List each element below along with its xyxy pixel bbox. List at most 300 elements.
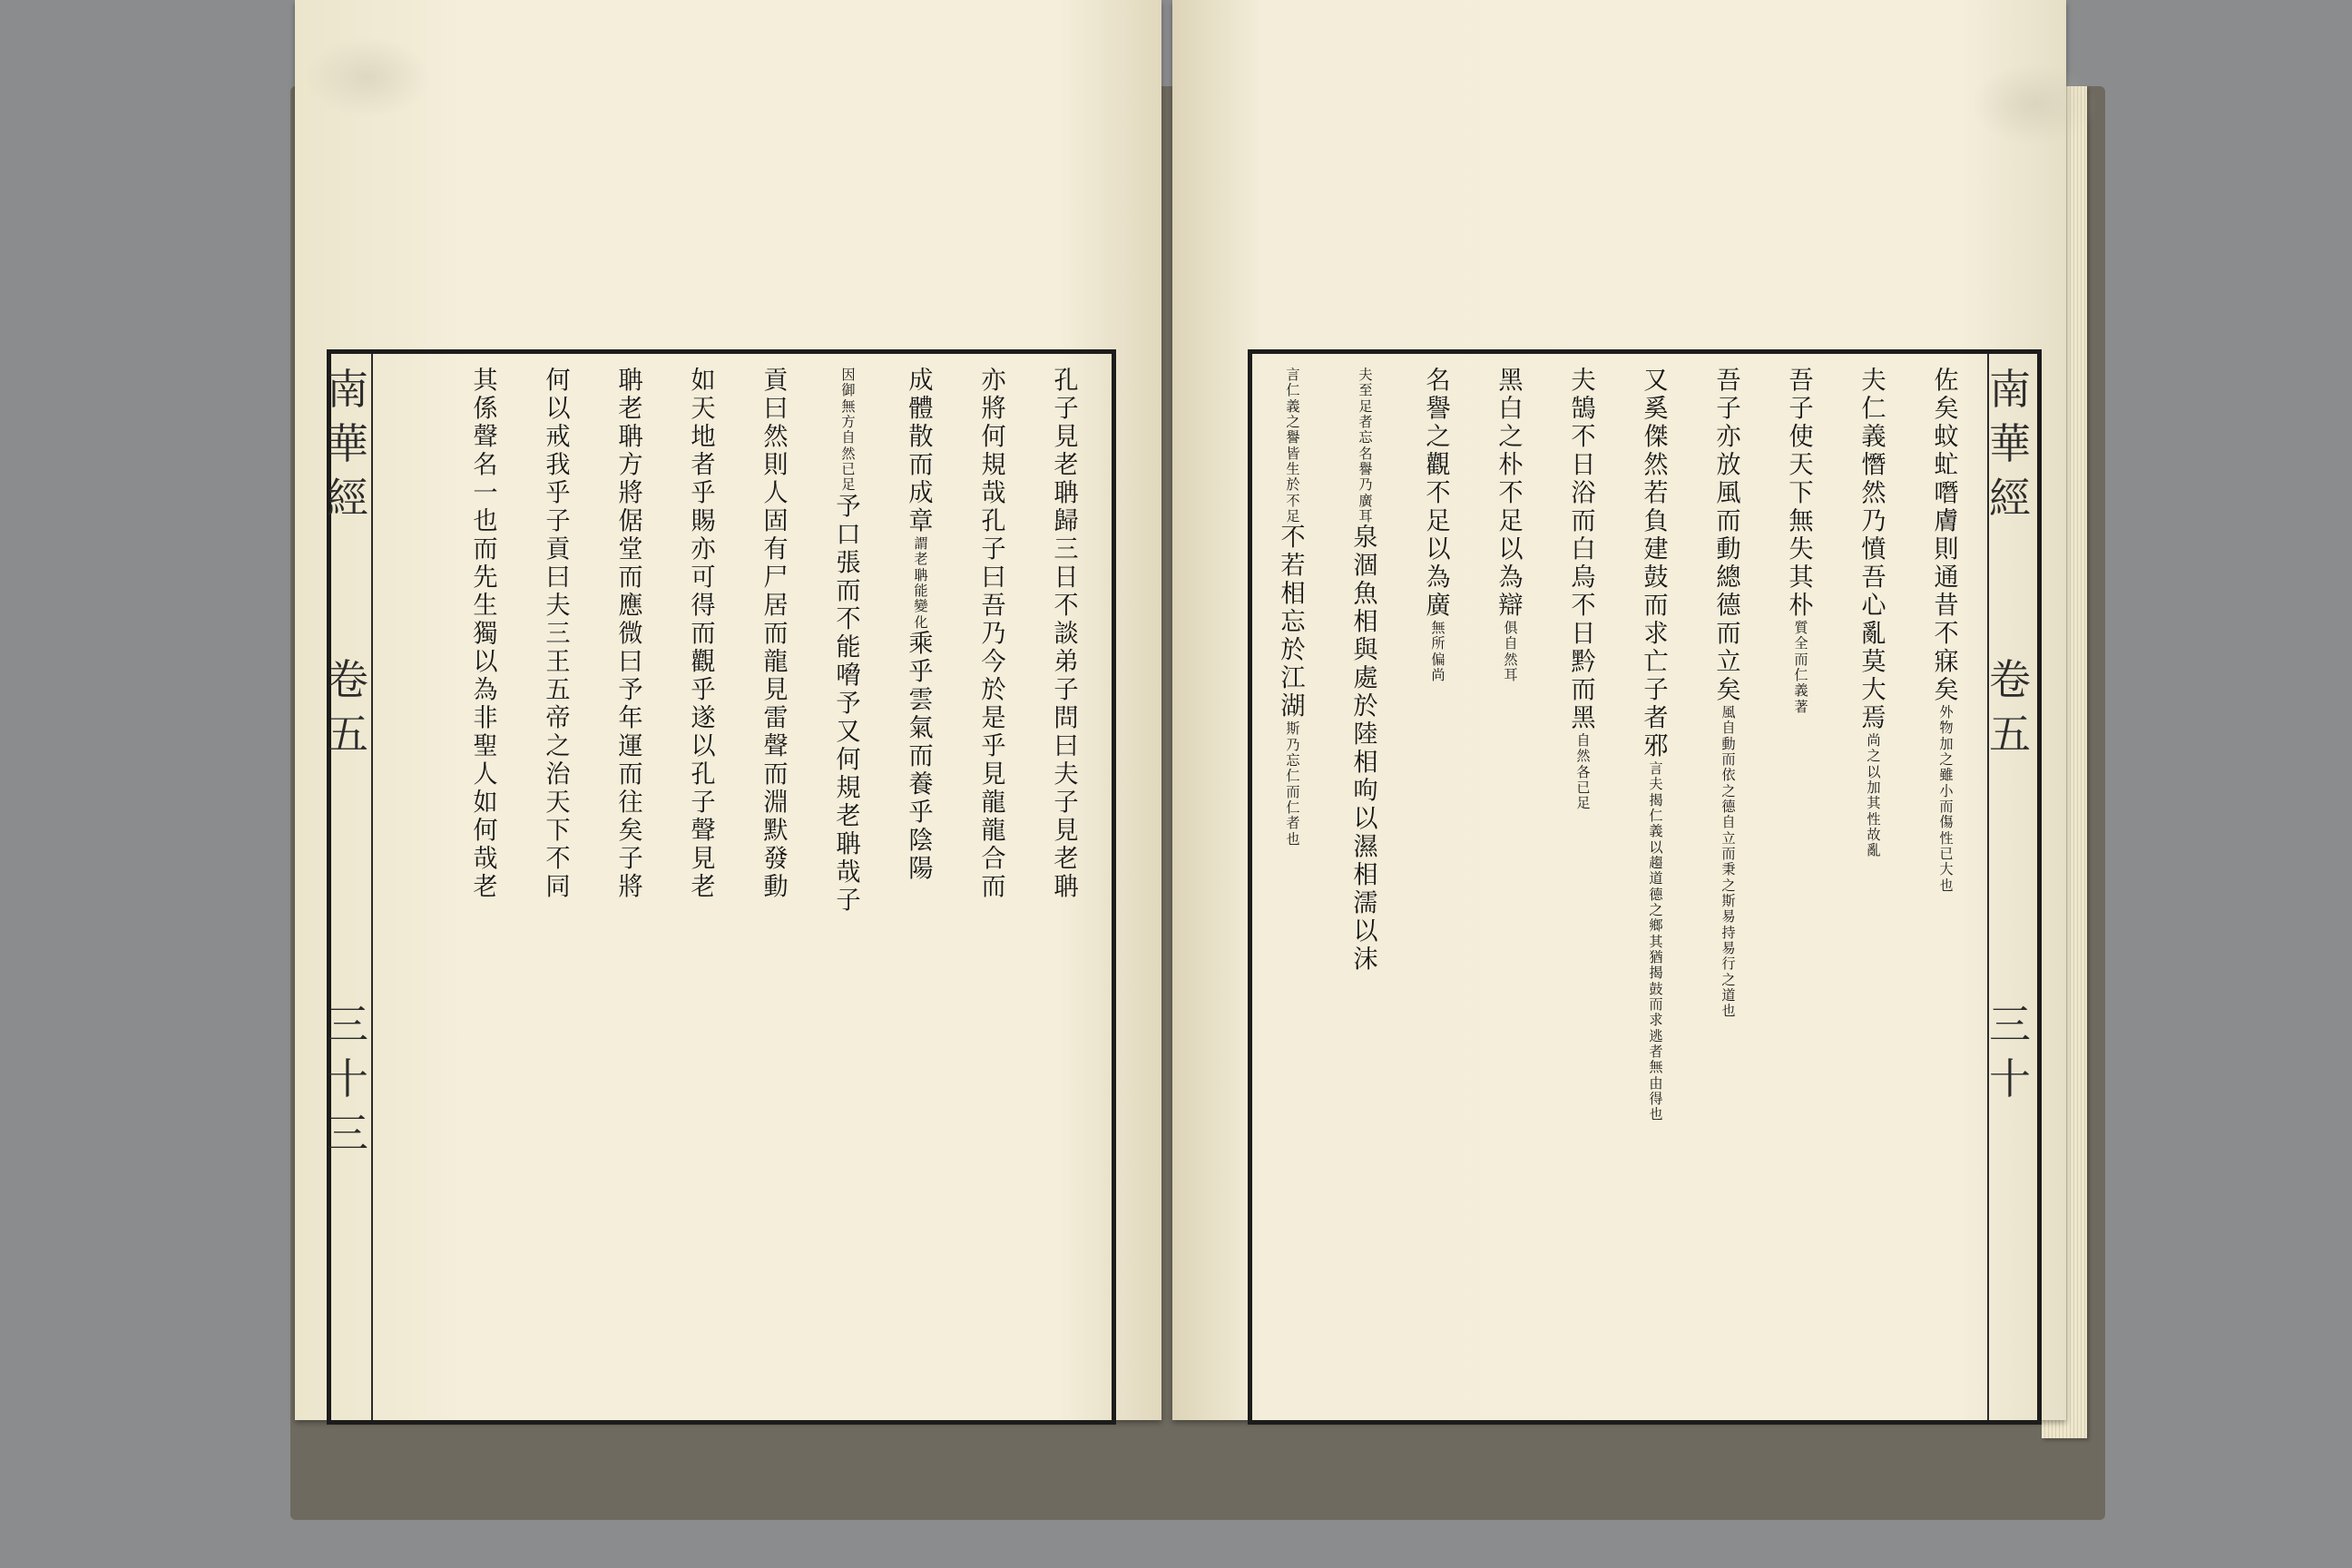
glyph: 應 — [618, 592, 643, 620]
glyph: 心 — [1861, 592, 1886, 620]
glyph: 雷 — [763, 704, 789, 732]
glyph: 之 — [1498, 423, 1524, 451]
glyph: 吾 — [1788, 367, 1814, 395]
glyph: 自 — [1504, 635, 1518, 652]
glyph: 依 — [1721, 767, 1736, 784]
glyph: 老 — [1054, 845, 1079, 873]
annotation — [1721, 706, 1735, 1021]
glyph: 已 — [841, 460, 856, 477]
glyph: 仁 — [1286, 799, 1300, 816]
text-column — [1910, 368, 1983, 1411]
glyph: 矣 — [1716, 676, 1741, 704]
glyph: 子 — [1788, 395, 1814, 423]
stain — [1971, 64, 2098, 145]
glyph: 忘 — [1358, 429, 1373, 446]
glyph: 養 — [908, 769, 934, 799]
glyph: 陽 — [908, 854, 934, 883]
glyph: 於 — [1280, 636, 1306, 665]
glyph: 至 — [1358, 382, 1373, 399]
glyph: 成 — [908, 479, 934, 507]
glyph: 是 — [981, 704, 1006, 732]
glyph: 觀 — [1426, 451, 1451, 479]
glyph: 魚 — [1353, 580, 1378, 609]
glyph: 華 — [327, 419, 368, 468]
glyph: 尚 — [1867, 732, 1881, 749]
glyph: 仁 — [1794, 666, 1808, 683]
glyph: 同 — [545, 873, 571, 901]
glyph: 仁 — [1861, 395, 1886, 423]
glyph: 焉 — [1861, 704, 1886, 732]
glyph: 往 — [618, 789, 643, 817]
glyph: 合 — [981, 845, 1006, 873]
glyph: 聃 — [618, 423, 643, 451]
glyph: 風 — [1716, 479, 1741, 507]
glyph: 建 — [1643, 535, 1669, 564]
glyph: 譽 — [1426, 395, 1451, 423]
glyph: 烏 — [1571, 564, 1596, 592]
glyph: 係 — [473, 395, 498, 423]
glyph: 為 — [1426, 564, 1451, 592]
glyph: 下 — [545, 817, 571, 845]
text-column — [1838, 368, 1910, 1411]
glyph: 乎 — [908, 798, 934, 827]
text-column — [449, 368, 522, 1411]
glyph: 子 — [1054, 676, 1079, 704]
left-text-frame — [327, 349, 1116, 1425]
glyph: 仁 — [1286, 768, 1300, 785]
glyph: 以 — [1426, 535, 1451, 564]
glyph: 譽 — [1358, 460, 1373, 477]
glyph: 求 — [1643, 620, 1669, 648]
glyph: 天 — [1788, 451, 1814, 479]
glyph: 體 — [908, 395, 934, 423]
glyph: 曰 — [618, 648, 643, 676]
glyph: 倨 — [618, 507, 643, 535]
glyph: 予 — [618, 676, 643, 704]
margin-rule — [371, 354, 373, 1420]
glyph: 氣 — [908, 713, 934, 742]
glyph: 發 — [763, 845, 789, 873]
glyph: 龍 — [763, 648, 789, 676]
glyph: 不 — [1426, 479, 1451, 507]
glyph: 處 — [1353, 664, 1378, 693]
right-text-frame — [1248, 349, 2042, 1425]
glyph: 曰 — [1054, 732, 1079, 760]
glyph: 偏 — [1431, 651, 1446, 668]
glyph: 我 — [545, 451, 571, 479]
glyph: 自 — [1576, 732, 1591, 749]
glyph: 名 — [473, 451, 498, 479]
glyph: 帝 — [545, 704, 571, 732]
text-column — [1402, 368, 1475, 1411]
glyph: 地 — [691, 423, 716, 451]
glyph: 何 — [836, 745, 861, 774]
glyph: 而 — [1649, 995, 1663, 1013]
glyph: 之 — [1939, 750, 1954, 768]
glyph: 而 — [618, 564, 643, 592]
glyph: 乘 — [908, 629, 934, 658]
glyph: 而 — [763, 620, 789, 648]
glyph: 治 — [545, 760, 571, 789]
glyph: 仁 — [1649, 807, 1663, 824]
glyph: 以 — [691, 732, 716, 760]
text-column — [885, 368, 957, 1411]
glyph: 加 — [1939, 735, 1954, 752]
glyph: 者 — [1286, 815, 1300, 832]
glyph: 五 — [1989, 710, 2031, 759]
glyph: 乎 — [981, 732, 1006, 760]
glyph: 於 — [981, 676, 1006, 704]
glyph: 者 — [1649, 1043, 1663, 1060]
glyph: 哉 — [836, 858, 861, 887]
glyph: 又 — [836, 717, 861, 746]
glyph: 辯 — [1498, 592, 1524, 620]
glyph: 老 — [836, 801, 861, 830]
glyph: 乃 — [1286, 736, 1300, 753]
glyph: 三 — [327, 1109, 368, 1158]
glyph: 耳 — [1504, 666, 1518, 683]
glyph: 乎 — [908, 657, 934, 686]
glyph: 得 — [691, 592, 716, 620]
glyph: 居 — [763, 592, 789, 620]
glyph: 哉 — [981, 479, 1006, 507]
glyph: 得 — [1649, 1090, 1663, 1107]
glyph: 經 — [1989, 474, 2031, 523]
glyph: 亂 — [1867, 842, 1881, 859]
glyph: 之 — [1286, 413, 1300, 430]
annotation — [1431, 622, 1445, 684]
glyph: 求 — [1649, 1012, 1663, 1029]
glyph: 傷 — [1939, 814, 1954, 831]
glyph: 若 — [1280, 552, 1306, 581]
glyph: 子 — [981, 535, 1006, 564]
glyph: 尸 — [763, 564, 789, 592]
glyph: 噆 — [1934, 479, 1959, 507]
glyph: 而 — [1794, 651, 1808, 668]
annotation — [841, 368, 855, 495]
margin-rule — [1987, 354, 1989, 1420]
glyph: 先 — [473, 564, 498, 592]
glyph: 見 — [981, 760, 1006, 789]
glyph: 亦 — [1716, 423, 1741, 451]
glyph: 而 — [1286, 783, 1300, 800]
glyph: 不 — [1054, 592, 1079, 620]
glyph: 斯 — [1721, 892, 1736, 909]
glyph: 逃 — [1649, 1027, 1663, 1044]
glyph: 外 — [1939, 704, 1954, 720]
glyph: 寐 — [1934, 648, 1959, 676]
glyph: 故 — [1867, 826, 1881, 843]
glyph: 聃 — [1054, 479, 1079, 507]
glyph: 於 — [1353, 692, 1378, 721]
glyph: 固 — [763, 507, 789, 535]
glyph: 天 — [545, 789, 571, 817]
glyph: 龍 — [981, 789, 1006, 817]
glyph: 之 — [1426, 423, 1451, 451]
glyph: 不 — [545, 845, 571, 873]
glyph: 德 — [1649, 886, 1663, 903]
glyph: 濕 — [1353, 833, 1378, 862]
glyph: 不 — [1498, 479, 1524, 507]
glyph: 義 — [1861, 423, 1886, 451]
glyph: 獨 — [473, 620, 498, 648]
glyph: 御 — [841, 382, 856, 399]
glyph: 吾 — [1716, 367, 1741, 395]
glyph: 貢 — [763, 367, 789, 395]
glyph: 揭 — [1649, 965, 1663, 982]
glyph: 微 — [618, 620, 643, 648]
glyph: 經 — [327, 474, 368, 523]
glyph: 矣 — [618, 817, 643, 845]
glyph: 也 — [1939, 877, 1954, 894]
glyph: 如 — [691, 367, 716, 395]
glyph: 人 — [473, 760, 498, 789]
glyph: 吾 — [981, 592, 1006, 620]
glyph: 以 — [473, 648, 498, 676]
glyph: 能 — [914, 582, 928, 599]
glyph: 其 — [1788, 564, 1814, 592]
glyph: 子 — [1054, 789, 1079, 817]
text-column — [1765, 368, 1838, 1411]
glyph: 不 — [1286, 492, 1300, 509]
glyph: 聲 — [691, 817, 716, 845]
glyph: 曰 — [545, 564, 571, 592]
glyph: 孔 — [691, 760, 716, 789]
glyph: 尚 — [1431, 666, 1446, 683]
glyph: 雲 — [908, 685, 934, 714]
glyph: 而 — [1721, 845, 1736, 862]
glyph: 子 — [545, 507, 571, 535]
glyph: 言 — [1649, 760, 1663, 777]
glyph: 沫 — [1353, 946, 1378, 975]
glyph: 年 — [618, 704, 643, 732]
glyph: 其 — [1649, 933, 1663, 950]
glyph: 而 — [981, 873, 1006, 901]
glyph: 而 — [836, 576, 861, 605]
glyph: 而 — [763, 760, 789, 789]
glyph: 如 — [473, 789, 498, 817]
glyph: 譽 — [1286, 429, 1300, 446]
stain — [304, 36, 431, 118]
glyph: 若 — [1643, 479, 1669, 507]
glyph: 卷 — [1989, 655, 2031, 704]
glyph: 之 — [545, 732, 571, 760]
glyph: 老 — [473, 873, 498, 901]
glyph: 雖 — [1939, 767, 1954, 784]
text-column — [1329, 368, 1402, 1411]
glyph: 風 — [1721, 704, 1736, 720]
glyph: 者 — [1358, 413, 1373, 430]
glyph: 也 — [1649, 1106, 1663, 1123]
glyph: 聃 — [836, 829, 861, 858]
glyph: 義 — [1286, 397, 1300, 415]
glyph: 其 — [473, 367, 498, 395]
glyph: 三 — [1989, 1000, 2031, 1049]
glyph: 南 — [1989, 365, 2031, 414]
annotation — [1576, 734, 1590, 813]
glyph: 憤 — [1861, 535, 1886, 564]
glyph: 莫 — [1861, 648, 1886, 676]
glyph: 而 — [1721, 750, 1736, 768]
glyph: 以 — [545, 395, 571, 423]
glyph: 日 — [1054, 564, 1079, 592]
glyph: 聃 — [914, 566, 928, 583]
glyph: 予 — [836, 689, 861, 718]
glyph: 相 — [1353, 861, 1378, 890]
glyph: 亡 — [1643, 648, 1669, 676]
glyph: 談 — [1054, 620, 1079, 648]
glyph: 乎 — [691, 676, 716, 704]
glyph: 各 — [1576, 763, 1591, 780]
annotation — [1286, 368, 1299, 525]
glyph: 南 — [327, 365, 368, 414]
glyph: 因 — [841, 367, 856, 383]
text-column — [957, 368, 1030, 1411]
glyph: 聃 — [618, 367, 643, 395]
glyph: 也 — [473, 507, 498, 535]
glyph: 而 — [691, 620, 716, 648]
glyph: 然 — [1504, 651, 1518, 668]
glyph: 曰 — [763, 395, 789, 423]
glyph: 之 — [1721, 971, 1736, 988]
glyph: 膚 — [1934, 507, 1959, 535]
glyph: 將 — [618, 479, 643, 507]
glyph: 人 — [763, 479, 789, 507]
glyph: 義 — [1794, 682, 1808, 700]
glyph: 成 — [908, 367, 934, 395]
glyph: 聲 — [763, 732, 789, 760]
glyph: 無 — [1649, 1059, 1663, 1076]
glyph: 而 — [908, 451, 934, 479]
glyph: 陸 — [1353, 720, 1378, 750]
glyph: 黑 — [1571, 704, 1596, 732]
glyph: 乃 — [1358, 476, 1373, 494]
glyph: 黑 — [1498, 367, 1524, 395]
glyph: 之 — [1649, 901, 1663, 918]
glyph: 仁 — [1286, 382, 1300, 399]
glyph: 之 — [1721, 877, 1736, 894]
glyph: 矣 — [1934, 395, 1959, 423]
glyph: 子 — [1054, 395, 1079, 423]
glyph: 孔 — [981, 507, 1006, 535]
glyph: 蚊 — [1934, 423, 1959, 451]
margin-title — [327, 365, 368, 1167]
glyph: 而 — [618, 760, 643, 789]
glyph: 然 — [841, 445, 856, 462]
glyph: 運 — [618, 732, 643, 760]
glyph: 佐 — [1934, 367, 1959, 395]
glyph: 大 — [1861, 676, 1886, 704]
glyph: 乃 — [1861, 507, 1886, 535]
annotation — [1504, 622, 1517, 684]
glyph: 奚 — [1643, 395, 1669, 423]
text-column — [667, 368, 740, 1411]
glyph: 天 — [691, 395, 716, 423]
glyph: 揭 — [1649, 791, 1663, 808]
glyph: 矣 — [1934, 676, 1959, 704]
glyph: 無 — [1431, 620, 1446, 636]
glyph: 言 — [1286, 367, 1300, 383]
glyph: 夫 — [1358, 367, 1373, 383]
glyph: 見 — [1054, 423, 1079, 451]
glyph: 足 — [1426, 507, 1451, 535]
glyph: 非 — [473, 704, 498, 732]
glyph: 將 — [981, 395, 1006, 423]
glyph: 傑 — [1643, 423, 1669, 451]
glyph: 三 — [327, 1000, 368, 1049]
glyph: 鼓 — [1643, 564, 1669, 592]
glyph: 戒 — [545, 423, 571, 451]
glyph: 道 — [1649, 870, 1663, 887]
glyph: 德 — [1721, 798, 1736, 815]
glyph: 以 — [1498, 535, 1524, 564]
glyph: 名 — [1358, 445, 1373, 462]
glyph: 昔 — [1934, 592, 1959, 620]
glyph: 陰 — [908, 826, 934, 855]
glyph: 子 — [618, 845, 643, 873]
glyph: 泉 — [1353, 524, 1378, 553]
text-column — [1547, 368, 1620, 1411]
glyph: 而 — [1571, 507, 1596, 535]
annotation — [914, 537, 927, 632]
glyph: 以 — [1649, 838, 1663, 856]
glyph: 曰 — [981, 564, 1006, 592]
text-column — [1257, 368, 1329, 1411]
text-column — [812, 368, 885, 1411]
glyph: 子 — [691, 789, 716, 817]
text-column — [1620, 368, 1692, 1411]
glyph: 不 — [1934, 620, 1959, 648]
glyph: 加 — [1867, 779, 1881, 796]
glyph: 道 — [1721, 986, 1736, 1004]
glyph: 不 — [836, 604, 861, 633]
glyph: 問 — [1054, 704, 1079, 732]
glyph: 不 — [1571, 592, 1596, 620]
annotation — [1286, 722, 1299, 848]
glyph: 三 — [1054, 535, 1079, 564]
glyph: 而 — [1716, 620, 1741, 648]
glyph: 由 — [1649, 1074, 1663, 1092]
glyph: 散 — [908, 423, 934, 451]
glyph: 而 — [1939, 798, 1954, 815]
glyph: 何 — [981, 423, 1006, 451]
glyph: 小 — [1939, 782, 1954, 799]
glyph: 湖 — [1280, 692, 1306, 721]
glyph: 今 — [981, 648, 1006, 676]
glyph: 放 — [1716, 451, 1741, 479]
glyph: 無 — [841, 397, 856, 415]
glyph: 相 — [1353, 749, 1378, 778]
glyph: 不 — [1280, 524, 1306, 553]
glyph: 也 — [1286, 830, 1300, 848]
glyph: 動 — [763, 873, 789, 901]
glyph: 哉 — [473, 845, 498, 873]
glyph: 乎 — [545, 479, 571, 507]
glyph: 嗋 — [836, 661, 861, 690]
glyph: 足 — [1576, 795, 1591, 812]
glyph: 變 — [914, 598, 928, 615]
glyph: 相 — [1280, 580, 1306, 609]
glyph: 堂 — [618, 535, 643, 564]
glyph: 所 — [1431, 635, 1446, 652]
glyph: 老 — [618, 395, 643, 423]
glyph: 則 — [763, 451, 789, 479]
glyph: 足 — [841, 476, 856, 494]
glyph: 於 — [1286, 476, 1300, 494]
annotation — [1794, 622, 1808, 716]
glyph: 白 — [1498, 395, 1524, 423]
glyph: 負 — [1643, 507, 1669, 535]
